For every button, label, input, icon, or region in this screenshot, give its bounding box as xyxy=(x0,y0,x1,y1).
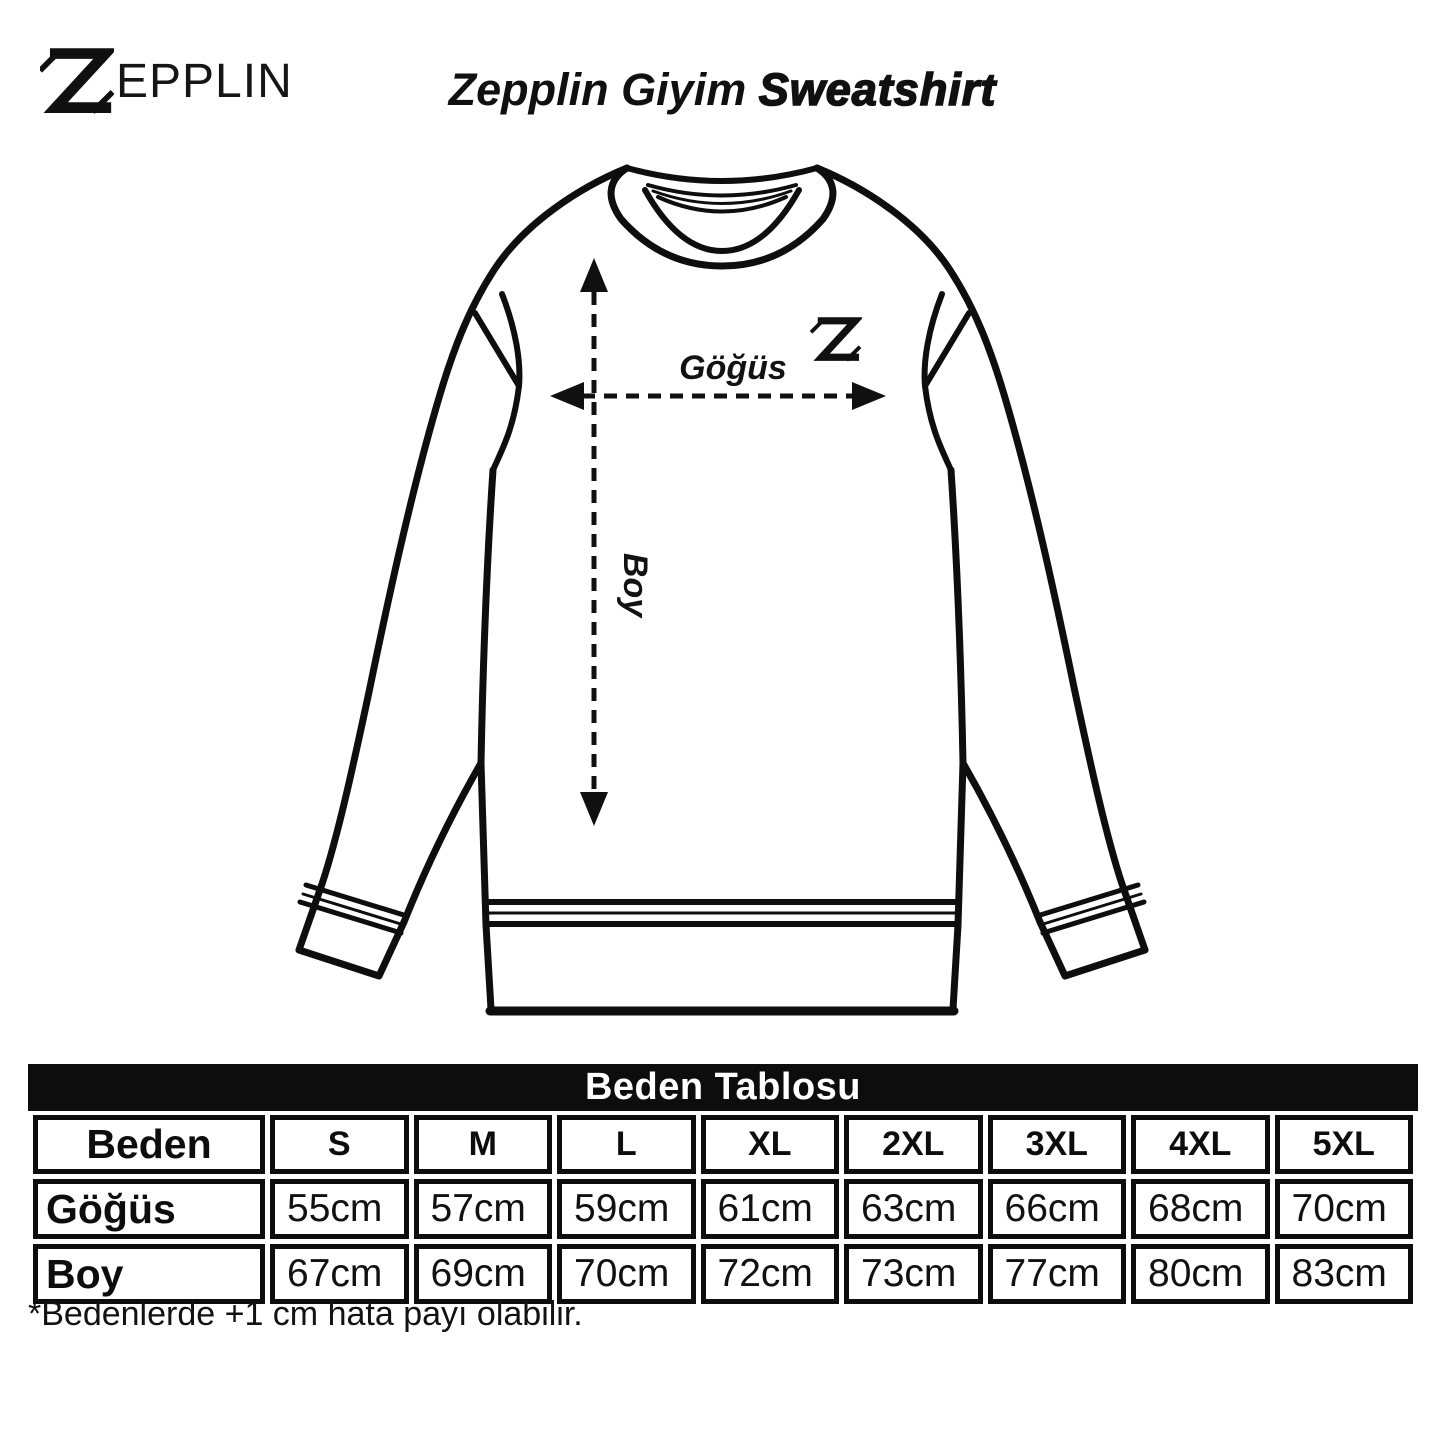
length-value: 73cm xyxy=(844,1244,983,1304)
header-cell-size: 4XL xyxy=(1131,1115,1270,1174)
chest-value: 70cm xyxy=(1275,1179,1414,1239)
header-cell-size: L xyxy=(557,1115,696,1174)
length-dimension-arrow xyxy=(580,258,608,826)
length-value: 72cm xyxy=(701,1244,840,1304)
chest-value: 68cm xyxy=(1131,1179,1270,1239)
size-table xyxy=(28,1064,1418,1309)
header-cell-size: 3XL xyxy=(988,1115,1127,1174)
header-cell-size: 5XL xyxy=(1275,1115,1414,1174)
page-title-bold: Sweatshirt xyxy=(758,64,997,115)
chest-value: 63cm xyxy=(844,1179,983,1239)
chest-arrow-label: Göğüs xyxy=(679,349,787,387)
chest-measurements-row xyxy=(33,1179,1413,1239)
size-table-header-row xyxy=(33,1115,1413,1174)
page-title-regular: Zepplin Giyim xyxy=(448,64,747,115)
chest-z-logo-icon xyxy=(811,319,860,360)
length-value: 83cm xyxy=(1275,1244,1414,1304)
chest-value: 57cm xyxy=(414,1179,553,1239)
chest-value: 55cm xyxy=(270,1179,409,1239)
size-table-title: Beden Tablosu xyxy=(28,1064,1418,1111)
page-title xyxy=(0,64,1445,116)
length-value: 67cm xyxy=(270,1244,409,1304)
header-cell-beden: Beden xyxy=(33,1115,265,1174)
chest-value: 66cm xyxy=(988,1179,1127,1239)
length-value: 69cm xyxy=(414,1244,553,1304)
header-cell-size: S xyxy=(270,1115,409,1174)
brand-logo-text: EPPLIN xyxy=(116,54,293,108)
sweatshirt-diagram xyxy=(270,150,1170,1030)
length-value: 77cm xyxy=(988,1244,1127,1304)
header-cell-size: XL xyxy=(701,1115,840,1174)
size-tolerance-footnote: *Bedenlerde +1 cm hata payı olabilir. xyxy=(28,1295,583,1333)
length-value: 80cm xyxy=(1131,1244,1270,1304)
chest-value: 61cm xyxy=(701,1179,840,1239)
length-arrow-label: Boy xyxy=(616,552,654,618)
sweatshirt-outline xyxy=(299,168,1145,1011)
header-cell-size: 2XL xyxy=(844,1115,983,1174)
row-label-boy: Boy xyxy=(33,1244,265,1304)
length-value: 70cm xyxy=(557,1244,696,1304)
row-label-gogus: Göğüs xyxy=(33,1179,265,1239)
header-cell-size: M xyxy=(414,1115,553,1174)
chest-value: 59cm xyxy=(557,1179,696,1239)
